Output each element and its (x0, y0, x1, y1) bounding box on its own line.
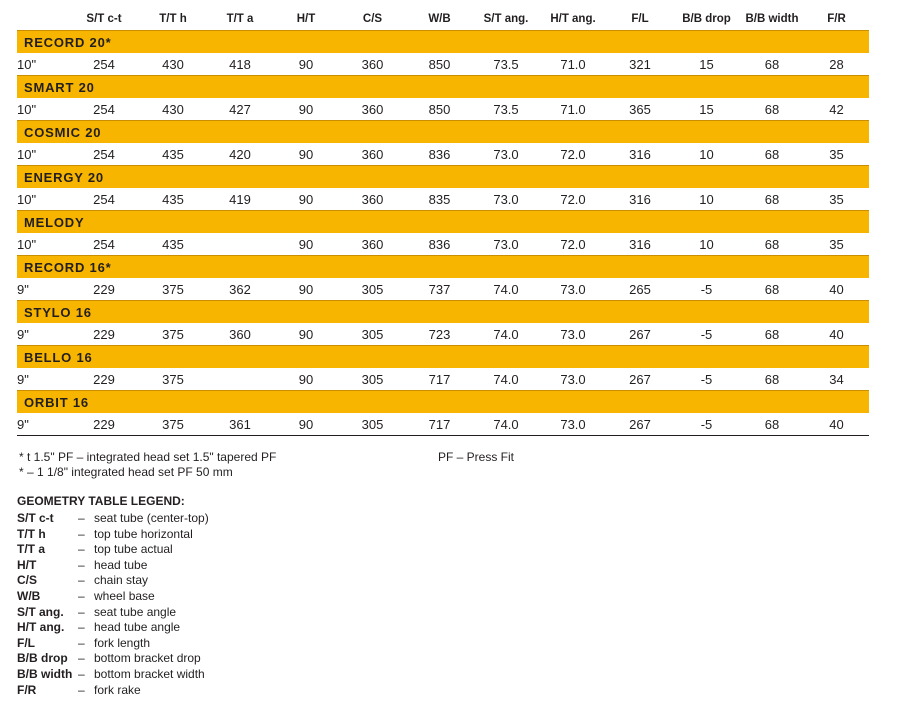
legend-description: seat tube angle (94, 604, 177, 619)
legend-abbreviation: F/L (17, 635, 35, 650)
table-cell (207, 368, 273, 391)
table-cell: 68 (764, 56, 780, 72)
model-name: RECORD 16* (17, 256, 869, 279)
table-cell: 40 (829, 326, 844, 342)
legend-dash: – (78, 620, 85, 635)
table-cell: 836 (428, 146, 451, 162)
table-row (17, 413, 869, 436)
legend-title: GEOMETRY TABLE LEGEND: (17, 494, 185, 508)
table-cell: 435 (162, 146, 184, 162)
table-cell: 68 (764, 416, 780, 432)
model-name: RECORD 20* (17, 31, 869, 54)
table-cell: 836 (428, 236, 451, 252)
legend-item (17, 636, 209, 652)
table-row (17, 233, 869, 256)
legend-abbreviation: W/B (17, 588, 41, 603)
frame-size-cell: 9" (17, 281, 29, 297)
table-cell: 420 (229, 146, 251, 162)
table-cell: 90 (298, 191, 314, 207)
table-cell: 90 (298, 281, 314, 297)
model-header-row (17, 121, 869, 144)
table-cell: 305 (361, 326, 384, 342)
table-cell: 321 (629, 56, 651, 72)
table-cell: 360 (361, 236, 384, 252)
frame-size-cell: 10" (17, 56, 37, 72)
table-cell: 375 (162, 371, 184, 387)
table-row (17, 368, 869, 391)
table-cell: 723 (428, 326, 451, 342)
footnote-integrated: * – 1 1/8" integrated head set PF 50 mm (19, 465, 233, 479)
legend-item (17, 667, 209, 683)
legend-description: fork rake (94, 682, 141, 697)
table-cell: 427 (229, 101, 251, 117)
column-header: W/B (428, 12, 451, 25)
table-cell: 73.0 (560, 281, 586, 297)
frame-size-cell: 10" (17, 101, 37, 117)
table-cell: 73.5 (493, 101, 519, 117)
column-header: F/R (827, 12, 846, 25)
legend-item (17, 683, 209, 699)
footnotes (19, 450, 276, 480)
table-cell: 35 (829, 191, 844, 207)
table-cell: 316 (629, 191, 651, 207)
footnote-tapered: * t 1.5" PF – integrated head set 1.5" tapered PF (19, 450, 277, 464)
table-cell: 229 (93, 371, 115, 387)
table-cell: 90 (298, 56, 314, 72)
table-cell: 375 (162, 281, 184, 297)
table-cell: 365 (629, 101, 651, 117)
table-row (17, 98, 869, 121)
table-cell: 254 (93, 56, 115, 72)
geometry-table (17, 7, 869, 436)
model-header-row (17, 256, 869, 279)
table-cell: 74.0 (493, 416, 519, 432)
frame-size-cell: 10" (17, 236, 37, 252)
footnote-press-fit: PF – Press Fit (438, 450, 515, 464)
table-cell: 35 (829, 146, 844, 162)
legend-dash: – (78, 526, 85, 541)
column-header: T/T a (226, 12, 254, 25)
table-cell: 71.0 (560, 56, 586, 72)
legend-abbreviation: S/T c-t (17, 511, 54, 525)
table-cell: 360 (361, 56, 384, 72)
frame-size-cell: 9" (17, 371, 29, 387)
table-cell: 229 (93, 281, 115, 297)
legend-item (17, 589, 209, 605)
column-header: B/B drop (682, 12, 731, 25)
table-cell: 254 (93, 146, 115, 162)
table-cell: 73.0 (560, 416, 586, 432)
legend-abbreviation: S/T ang. (17, 604, 64, 619)
legend-description: bottom bracket width (94, 666, 205, 681)
legend-description: fork length (94, 635, 151, 650)
header-row (17, 7, 869, 31)
table-cell: 40 (829, 281, 844, 297)
table-cell: 430 (162, 56, 184, 72)
model-name: STYLO 16 (17, 301, 869, 324)
column-header (17, 7, 69, 31)
legend-list (17, 511, 209, 698)
column-header: H/T (296, 12, 316, 25)
table-cell: 74.0 (493, 281, 519, 297)
legend-item (17, 620, 209, 636)
model-header-row (17, 301, 869, 324)
table-cell: 68 (764, 281, 780, 297)
model-name: ORBIT 16 (17, 391, 869, 414)
legend-description: top tube horizontal (94, 526, 193, 541)
legend-description: bottom bracket drop (94, 651, 201, 666)
table-cell: 35 (829, 236, 844, 252)
table-cell: 10 (699, 146, 714, 162)
table-cell: -5 (700, 326, 713, 342)
table-cell: 15 (699, 101, 714, 117)
legend-description: seat tube (center-top) (94, 511, 209, 525)
legend-dash: – (78, 604, 85, 619)
table-cell: 68 (764, 236, 780, 252)
table-cell: 375 (162, 326, 184, 342)
legend-abbreviation: B/B width (17, 666, 73, 681)
legend-dash: – (78, 666, 85, 681)
table-cell: 15 (699, 56, 714, 72)
table-cell: 435 (162, 236, 184, 252)
table-cell: 72.0 (560, 146, 586, 162)
table-cell: 40 (829, 416, 844, 432)
table-cell: 229 (93, 326, 115, 342)
table-cell: 305 (361, 416, 384, 432)
table-cell: 850 (428, 101, 451, 117)
table-cell: 850 (428, 56, 451, 72)
legend-abbreviation: H/T ang. (17, 620, 65, 635)
table-cell: -5 (700, 281, 713, 297)
table-cell: 90 (298, 416, 314, 432)
legend-item (17, 651, 209, 667)
table-cell: 737 (428, 281, 451, 297)
legend-item (17, 558, 209, 574)
table-cell: 254 (93, 236, 115, 252)
frame-size-cell: 9" (17, 416, 29, 432)
table-row (17, 143, 869, 166)
frame-size-cell: 9" (17, 326, 29, 342)
legend-item (17, 527, 209, 543)
legend-dash: – (78, 588, 85, 603)
table-cell: 73.0 (560, 326, 586, 342)
column-header: C/S (362, 12, 383, 25)
table-cell: 68 (764, 146, 780, 162)
table-cell: 717 (428, 371, 451, 387)
column-header: S/T ang. (483, 12, 529, 25)
model-header-row (17, 211, 869, 234)
model-name: SMART 20 (17, 76, 869, 99)
column-header: S/T c-t (86, 12, 122, 25)
table-cell: 360 (361, 101, 384, 117)
table-row (17, 188, 869, 211)
table-cell: 316 (629, 146, 651, 162)
legend-abbreviation: B/B drop (17, 651, 68, 666)
legend-dash: – (78, 557, 85, 572)
table-cell: 254 (93, 101, 115, 117)
legend (17, 494, 209, 698)
table-cell: 360 (361, 146, 384, 162)
legend-abbreviation: T/T a (17, 542, 46, 557)
model-name: COSMIC 20 (17, 121, 869, 144)
table-cell: 430 (162, 101, 184, 117)
table-cell: 90 (298, 326, 314, 342)
legend-description: top tube actual (94, 542, 173, 557)
table-cell: 68 (764, 101, 780, 117)
table-cell: 71.0 (560, 101, 586, 117)
legend-abbreviation: C/S (17, 573, 38, 588)
legend-abbreviation: F/R (17, 682, 37, 697)
table-cell: 10 (699, 236, 714, 252)
table-row (17, 53, 869, 76)
table-row (17, 323, 869, 346)
table-cell: 717 (428, 416, 451, 432)
table-row (17, 278, 869, 301)
table-cell: 73.5 (493, 56, 519, 72)
legend-dash: – (78, 511, 85, 525)
table-cell: -5 (700, 371, 713, 387)
frame-size-cell: 10" (17, 146, 37, 162)
table-cell: -5 (700, 416, 713, 432)
table-cell: 74.0 (493, 371, 519, 387)
table-cell: 360 (361, 191, 384, 207)
frame-size-cell: 10" (17, 191, 37, 207)
table-cell: 10 (699, 191, 714, 207)
model-header-row (17, 76, 869, 99)
table-cell: 68 (764, 191, 780, 207)
table-cell: 68 (764, 326, 780, 342)
table-cell: 265 (629, 281, 651, 297)
model-header-row (17, 166, 869, 189)
table-cell: 360 (229, 326, 251, 342)
legend-description: head tube (94, 557, 148, 572)
legend-description: wheel base (94, 588, 155, 603)
column-header: T/T h (159, 12, 187, 25)
table-cell: 34 (829, 371, 844, 387)
model-name: MELODY (17, 211, 869, 234)
legend-item (17, 573, 209, 589)
legend-dash: – (78, 682, 85, 697)
table-cell: 254 (93, 191, 115, 207)
legend-dash: – (78, 651, 85, 666)
table-cell: 74.0 (493, 326, 519, 342)
table-cell: 418 (229, 56, 251, 72)
table-cell (207, 233, 273, 256)
column-header: B/B width (745, 12, 799, 25)
legend-abbreviation: T/T h (17, 526, 46, 541)
legend-abbreviation: H/T (17, 557, 37, 572)
legend-dash: – (78, 573, 85, 588)
table-cell: 267 (629, 326, 651, 342)
legend-item (17, 542, 209, 558)
table-cell: 361 (229, 416, 251, 432)
table-cell: 72.0 (560, 191, 586, 207)
legend-description: chain stay (94, 573, 149, 588)
legend-item (17, 511, 209, 527)
table-cell: 73.0 (493, 236, 519, 252)
column-header: F/L (631, 12, 649, 25)
table-cell: 90 (298, 236, 314, 252)
legend-item (17, 605, 209, 621)
model-name: BELLO 16 (17, 346, 869, 369)
table-cell: 72.0 (560, 236, 586, 252)
table-cell: 73.0 (560, 371, 586, 387)
legend-description: head tube angle (94, 620, 181, 635)
model-header-row (17, 31, 869, 54)
table-cell: 42 (829, 101, 844, 117)
table-cell: 68 (764, 371, 780, 387)
table-cell: 28 (829, 56, 844, 72)
table-cell: 73.0 (493, 191, 519, 207)
table-cell: 267 (629, 371, 651, 387)
legend-dash: – (78, 635, 85, 650)
table-cell: 305 (361, 281, 384, 297)
table-cell: 835 (428, 191, 451, 207)
table-cell: 305 (361, 371, 384, 387)
model-name: ENERGY 20 (17, 166, 869, 189)
table-cell: 316 (629, 236, 651, 252)
table-cell: 90 (298, 101, 314, 117)
table-cell: 419 (229, 191, 251, 207)
model-header-row (17, 391, 869, 414)
table-cell: 90 (298, 146, 314, 162)
table-cell: 375 (162, 416, 184, 432)
legend-dash: – (78, 542, 85, 557)
table-cell: 362 (229, 281, 251, 297)
table-cell: 229 (93, 416, 115, 432)
model-header-row (17, 346, 869, 369)
table-cell: 435 (162, 191, 184, 207)
column-header: H/T ang. (550, 12, 596, 25)
table-cell: 267 (629, 416, 651, 432)
table-cell: 90 (298, 371, 314, 387)
table-cell: 73.0 (493, 146, 519, 162)
